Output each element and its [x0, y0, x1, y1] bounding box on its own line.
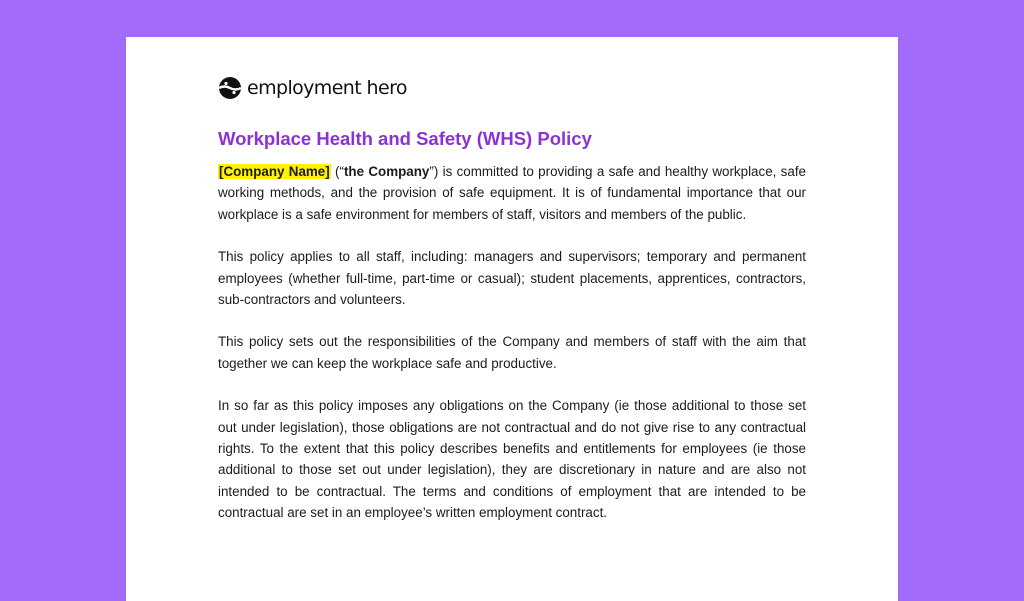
- defined-term-close: ”): [429, 164, 439, 179]
- document-page: [126, 37, 898, 601]
- logo-wordmark: employment hero: [247, 77, 407, 99]
- intro-text: is committed to providing a safe and healthy workplace, safe working methods, and the provision of safe equipment. It is of fundamental importance that our workplace is a safe environment for members of staff, visitors and members of the public.: [218, 164, 806, 222]
- employment-hero-logo-icon: [218, 76, 242, 100]
- document-content: [218, 75, 806, 545]
- company-name-placeholder: [Company Name]: [219, 164, 330, 179]
- purpose-paragraph: This policy sets out the responsibilities of the Company and members of staff with the aim that together we can keep the workplace safe and productive.: [218, 334, 806, 371]
- defined-term: the Company: [343, 164, 430, 179]
- contractual-paragraph: In so far as this policy imposes any obligations on the Company (ie those additional to those set out under legislation), those obligations are not contractual and do not give rise to any contractual rights. To the extent that this policy describes benefits and entitlements for employees (ie those additional to those set out under legislation), they are discretionary in nature and are also not intended to be contractual. The terms and conditions of employment that are intended to be contractual are set in an employee’s written employment contract.: [218, 398, 806, 521]
- document-title: Workplace Health and Safety (WHS) Policy: [218, 128, 592, 149]
- defined-term-open: (“: [330, 164, 344, 179]
- scope-paragraph: This policy applies to all staff, including: managers and supervisors; temporary and permanent employees (whether full-time, part-time or casual); student placements, apprentices, contractors, sub-contractors and volunteers.: [218, 249, 806, 308]
- intro-paragraph: [218, 161, 806, 225]
- brand-logo: [218, 75, 806, 101]
